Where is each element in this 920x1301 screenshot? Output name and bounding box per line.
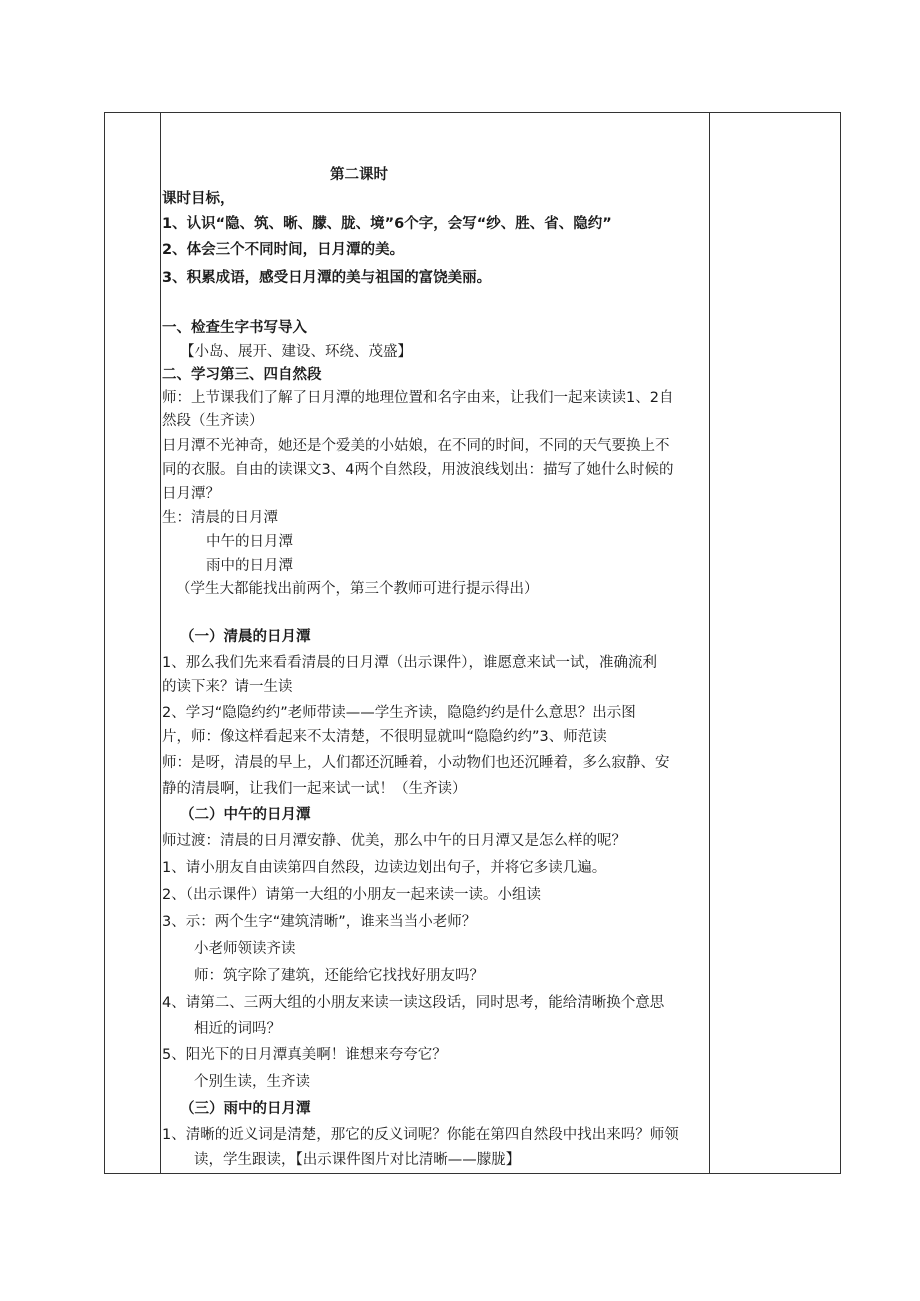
paragraph-line: 中午的日月潭 bbox=[206, 534, 293, 550]
paragraph-line: 5、阳光下的日月潭真美啊！谁想来夸夸它？ bbox=[162, 1047, 447, 1063]
paragraph-line: 4、请第二、三两大组的小朋友来读一读这段话，同时思考，能给清晰换个意思 bbox=[162, 995, 665, 1011]
paragraph-line: 3、示：两个生字“建筑清晰”，谁来当当小老师？ bbox=[162, 914, 477, 930]
goals-heading: 课时目标， bbox=[162, 191, 235, 207]
paragraph-line: 2、学习“隐隐约约”老师带读——学生齐读，隐隐约约是什么意思？出示图 bbox=[162, 705, 636, 721]
paragraph-line: 的读下来？请一生读 bbox=[162, 679, 293, 695]
paragraph-line: 然段（生齐读） bbox=[162, 413, 264, 429]
paragraph-line: 同的衣服。自由的读课文3、4两个自然段，用波浪线划出：描写了她什么时候的 bbox=[162, 462, 674, 478]
part-heading: （三）雨中的日月潭 bbox=[180, 1101, 311, 1117]
paragraph-line: 静的清晨啊，让我们一起来试一试！（生齐读） bbox=[162, 781, 467, 797]
paragraph-line: 相近的词吗？ bbox=[194, 1021, 281, 1037]
lesson-table bbox=[104, 112, 841, 1174]
goal-item: 1、认识“隐、筑、晰、朦、胧、境”6个字，会写“纱、胜、省、隐约” bbox=[162, 216, 612, 232]
paragraph-line: 日月潭不光神奇，她还是个爱美的小姑娘，在不同的时间，不同的天气要换上不 bbox=[162, 438, 670, 454]
paragraph-line: 小老师领读齐读 bbox=[194, 941, 296, 957]
part-heading: （二）中午的日月潭 bbox=[180, 807, 311, 823]
paragraph-line: 师：筑字除了建筑，还能给它找找好朋友吗？ bbox=[194, 968, 484, 984]
goal-item: 3、积累成语，感受日月潭的美与祖国的富饶美丽。 bbox=[162, 270, 492, 286]
vocab-words: 【小岛、展开、建设、环绕、茂盛】 bbox=[180, 344, 412, 360]
paragraph-line: 片，师：像这样看起来不太清楚，不很明显就叫“隐隐约约”3、师范读 bbox=[162, 729, 607, 745]
paragraph-line: 1、请小朋友自由读第四自然段，边读边划出句子，并将它多读几遍。 bbox=[162, 860, 607, 876]
table-left-column-divider bbox=[160, 113, 161, 1173]
section-heading: 二、学习第三、四自然段 bbox=[162, 367, 322, 383]
paragraph-line: 个别生读，生齐读 bbox=[194, 1074, 310, 1090]
paragraph-line: 师：是呀，清晨的早上，人们都还沉睡着，小动物们也还沉睡着，多么寂静、安 bbox=[162, 755, 670, 771]
paragraph-line: （学生大都能找出前两个，第三个教师可进行提示得出） bbox=[176, 581, 539, 597]
section-heading: 一、检查生字书写导入 bbox=[162, 320, 307, 336]
paragraph-line: 师过渡：清晨的日月潭安静、优美，那么中午的日月潭又是怎么样的呢？ bbox=[162, 833, 626, 849]
paragraph-line: 读，学生跟读，【出示课件图片对比清晰——朦胧】 bbox=[194, 1152, 521, 1168]
paragraph-line: 生：清晨的日月潭 bbox=[162, 510, 278, 526]
paragraph-line: 1、清晰的近义词是清楚，那它的反义词呢？你能在第四自然段中找出来吗？师领 bbox=[162, 1127, 679, 1143]
paragraph-line: 1、那么我们先来看看清晨的日月潭（出示课件），谁愿意来试一试，准确流利 bbox=[162, 655, 657, 671]
paragraph-line: 日月潭？ bbox=[162, 486, 220, 502]
paragraph-line: 雨中的日月潭 bbox=[206, 558, 293, 574]
lesson-title: 第二课时 bbox=[330, 167, 388, 183]
part-heading: （一）清晨的日月潭 bbox=[180, 629, 311, 645]
goal-item: 2、体会三个不同时间，日月潭的美。 bbox=[162, 242, 405, 258]
paragraph-line: 师：上节课我们了解了日月潭的地理位置和名字由来，让我们一起来读读1、2自 bbox=[162, 390, 674, 406]
table-right-column-divider bbox=[709, 113, 710, 1173]
paragraph-line: 2、（出示课件）请第一大组的小朋友一起来读一读。小组读 bbox=[162, 887, 541, 903]
